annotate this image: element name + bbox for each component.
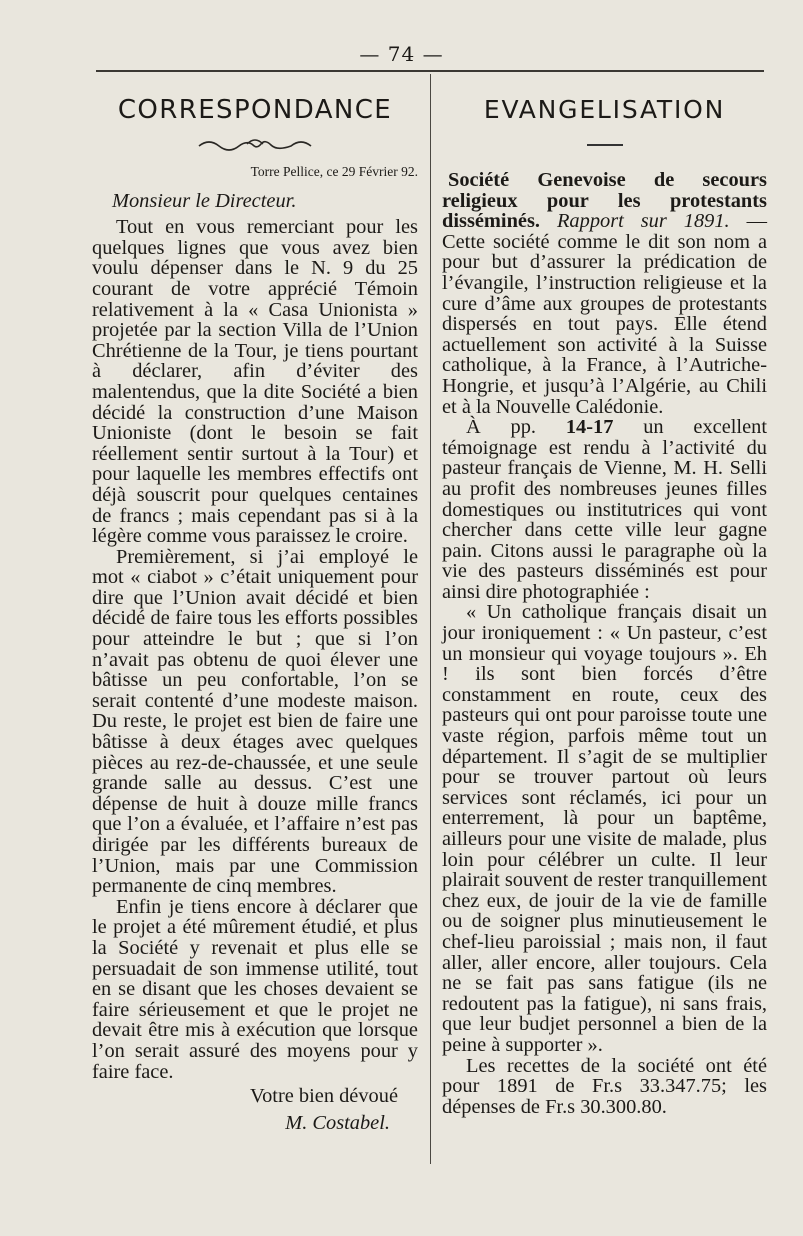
- report-paragraph-1: [442, 170, 767, 417]
- report-title: Rapport sur 1891.: [556, 210, 730, 233]
- salutation: Monsieur le Directeur.: [112, 189, 297, 212]
- page-reference: 14-17: [565, 416, 614, 439]
- report-paragraph-receipts: Les recettes de la société ont été pour 1891 de Fr.s 33.347.75; les dépenses de Fr.s 30.300.80.: [442, 1054, 767, 1118]
- letter-paragraph-3: Enfin je tiens encore à déclarer que le projet a été mûrement étudié, et plus la Société y revenait et plus elle se persuadait de son immense utilité, tout en se disant que les choses devaient se faire sérieusement et que le projet ne devait être mis à exécution que lorsque l’on serait assuré des moyens pour y faire face.: [92, 895, 418, 1083]
- closing-formula: Votre bien dévoué: [250, 1085, 398, 1108]
- top-rule: [96, 70, 764, 72]
- decorative-flourish-icon: [195, 136, 315, 152]
- society-title: Société Genevoise de secours religieux pour les protestants disséminés.: [442, 169, 767, 233]
- report-paragraph-2: À pp. 14-17 un excellent témoignage est rendu à l’activité du pasteur français de Vienne, M. H. Selli au profit des nombreuses jeunes filles domestiques ou institutrices qui vont chercher dans cette ville leur gagne pain. Citons aussi le paragraphe où la vie des pasteurs disséminés est pour ainsi dire photographiée :: [442, 416, 767, 603]
- heading-rule: [587, 144, 623, 146]
- evangelisation-heading: EVANGELISATION: [483, 95, 726, 124]
- page-number: — 74 —: [359, 42, 444, 66]
- letter-paragraph-2: Premièrement, si j’ai employé le mot « ciabot » c’était uniquement pour dire que l’Union avait décidé et bien décidé de faire tous les efforts possibles pour atteindre le but ; que si l’on n’avait pas obtenu de quoi élever une bâtisse un peu confortable, l’on se serait contenté d’une modeste maison. Du reste, le projet est bien de faire une bâtisse à deux étages avec quelques pièces au rez-de-chaussée, et une seule grande salle au dessus. C’est une dépense de huit à douze mille francs que l’on a évaluée, et l’affaire n’est pas dirigée par les différents bureaux de l’Union, mais par une Commission permanente de cinq membres.: [92, 545, 418, 898]
- letter-paragraph-1: Tout en vous remerciant pour les quelques lignes que vous avez bien voulu dépenser dans le N. 9 du 25 courant de votre apprécié Témoin relativement à la « Casa Unionista » projetée par la section Villa de l’Union Chrétienne de la Tour, je tiens pourtant à déclarer, afin d’éviter des malentendus, que la dite Société a bien décidé la construction d’une Maison Unioniste (dont le besoin se fait réellement sentir surtout à la Tour) et pour laquelle les membres effectifs ont déjà souscrit pour quelques centaines de francs ; mais cependant pas si à la légère comme vous paraissez le croire.: [92, 216, 418, 548]
- dateline: Torre Pellice, ce 29 Février 92.: [250, 164, 418, 179]
- report-intro: — Cette société comme le dit son nom a pour but d’assurer la prédication de l’évangile, l’instruction religieuse et la cure d’âme aux groupes de protestants dispersés en tout pays. Elle étend actuellement son activité à la Suisse catholique, à la France, à l’Autriche-Hongrie, et jusqu’à l’Algérie, au Chili et à la Nouvelle Calédonie.: [442, 210, 767, 418]
- quoted-paragraph: « Un catholique français disait un jour ironiquement : « Un pasteur, c’est un monsieur qui voyage toujours ». Eh ! ils sont bien forcés d’être constamment en route, ceux des pasteurs qui ont pour paroisse toute une vaste région, parfois même tout un département. Il s’agit de se multiplier pour se trouver partout où leurs services sont réclamés, ici pour un enterrement, là pour un baptême, ailleurs pour une visite de malade, plus loin pour célébrer un culte. Il leur plairait souvent de rester tranquillement chez eux, de jouir de la vie de famille ou de soigner plus minutieusement le chef-lieu paroissial ; mais non, il faut aller, aller encore, aller toujours. Cela ne se fait pas sans fatigue (ils ne redoutent pas la fatigue), ni sans frais, que leur budjet personnel a bien de la peine à supporter ».: [442, 601, 768, 1056]
- column-divider: [430, 74, 431, 1164]
- receipts-amount: Fr.s 33.347.75: [592, 1075, 722, 1098]
- expenses-amount: Fr.s 30.300.80: [545, 1095, 662, 1118]
- evangelisation-column: [442, 90, 767, 1117]
- correspondance-heading: CORRESPONDANCE: [117, 95, 393, 125]
- report-year: 1891: [496, 1075, 538, 1098]
- signature: M. Costabel.: [285, 1111, 390, 1134]
- correspondance-column: [92, 90, 418, 1133]
